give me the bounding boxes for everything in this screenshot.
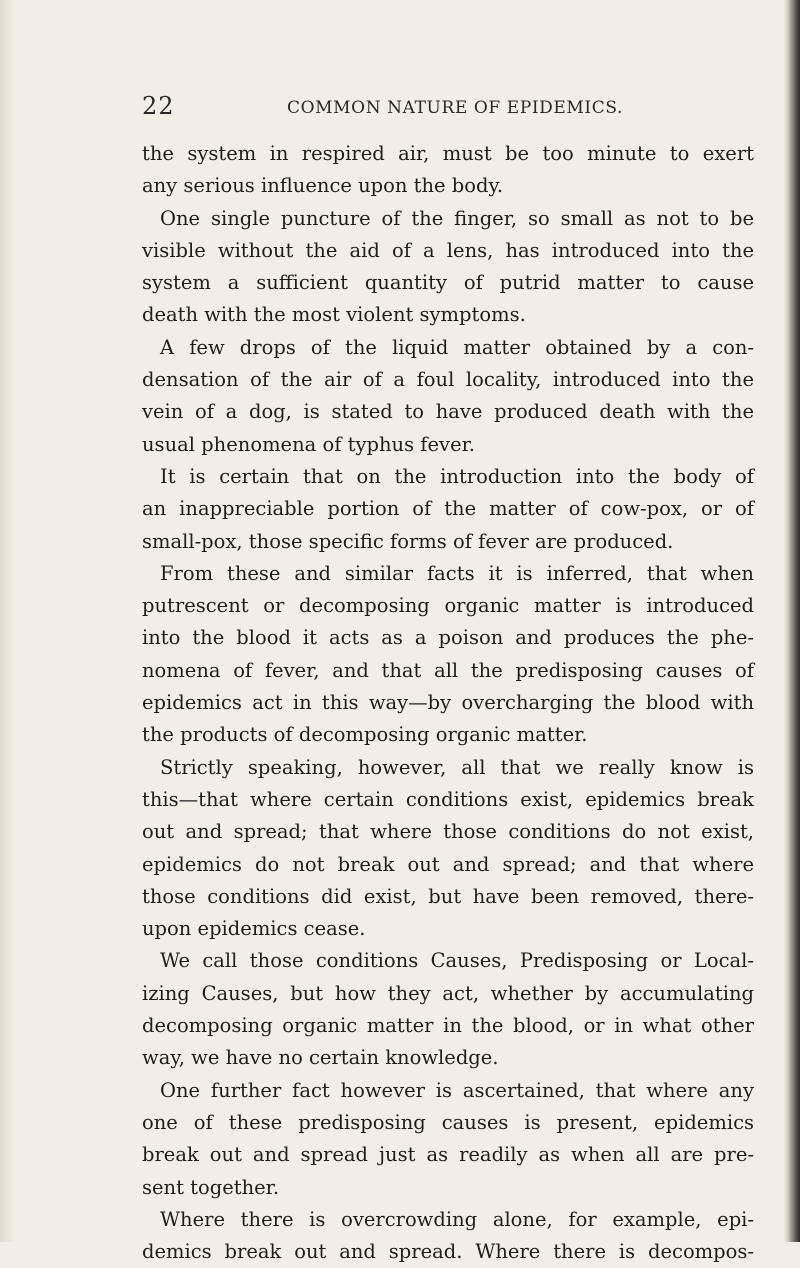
text-line: One further fact however is ascertained, that where any — [160, 1078, 754, 1102]
text-line: way, we have no certain knowledge. — [142, 1046, 499, 1070]
text-line: those conditions did exist, but have been removed, there- — [142, 884, 754, 908]
text-line: upon epidemics cease. — [142, 917, 366, 941]
text-line: one of these predisposing causes is present, epidemics — [142, 1110, 754, 1134]
text-line: the system in respired air, must be too minute to exert — [142, 142, 754, 165]
page-number: 22 — [142, 92, 175, 120]
text-line: this—that where certain conditions exist, epidemics break — [142, 787, 754, 811]
text-line: One single puncture of the finger, so small as not to be — [160, 206, 754, 230]
text-line: system a sufficient quantity of putrid matter to cause — [142, 271, 754, 295]
text-line: any serious influence upon the body. — [142, 174, 504, 198]
text-line: into the blood it acts as a poison and produces the phe- — [142, 626, 754, 650]
text-line: the products of decomposing organic matter. — [142, 723, 588, 747]
page-header — [142, 92, 742, 126]
text-line: sent together. — [142, 1175, 280, 1199]
text-line: demics break out and spread. Where there is decompos- — [142, 1240, 754, 1264]
text-line: epidemics do not break out and spread; and that where — [142, 852, 754, 876]
text-line: vein of a dog, is stated to have produced death with the — [142, 400, 754, 424]
text-line: epidemics act in this way—by overcharging the blood with — [142, 691, 754, 715]
text-line: densation of the air of a foul locality, introduced into the — [142, 368, 754, 392]
text-line: A few drops of the liquid matter obtained by a con- — [160, 335, 754, 359]
page-edge-shadow-left — [0, 0, 18, 1242]
body-text — [142, 138, 754, 1268]
text-line: Where there is overcrowding alone, for example, epi- — [160, 1207, 754, 1231]
text-line: izing Causes, but how they act, whether by accumulating — [142, 981, 754, 1005]
page-edge-shadow-right — [784, 0, 800, 1242]
text-line: nomena of fever, and that all the predisposing causes of — [142, 658, 754, 682]
text-line: decomposing organic matter in the blood, or in what other — [142, 1014, 754, 1038]
text-line: an inappreciable portion of the matter of cow-pox, or of — [142, 497, 754, 521]
text-line: out and spread; that where those conditions do not exist, — [142, 820, 754, 844]
text-line: usual phenomena of typhus fever. — [142, 432, 475, 456]
text-line: small-pox, those specific forms of fever are produced. — [142, 529, 674, 553]
text-line: It is certain that on the introduction into the body of — [160, 464, 754, 488]
text-line: Strictly speaking, however, all that we really know is — [160, 755, 754, 779]
text-line: break out and spread just as readily as when all are pre- — [142, 1143, 754, 1167]
text-line: death with the most violent symptoms. — [142, 303, 526, 327]
running-title: COMMON NATURE OF EPIDEMICS. — [287, 98, 623, 118]
text-line: From these and similar facts it is inferred, that when — [160, 561, 754, 585]
text-line: putrescent or decomposing organic matter is introduced — [142, 594, 754, 618]
text-line: We call those conditions Causes, Predisposing or Local- — [160, 949, 754, 973]
text-line: visible without the aid of a lens, has introduced into the — [142, 238, 754, 262]
